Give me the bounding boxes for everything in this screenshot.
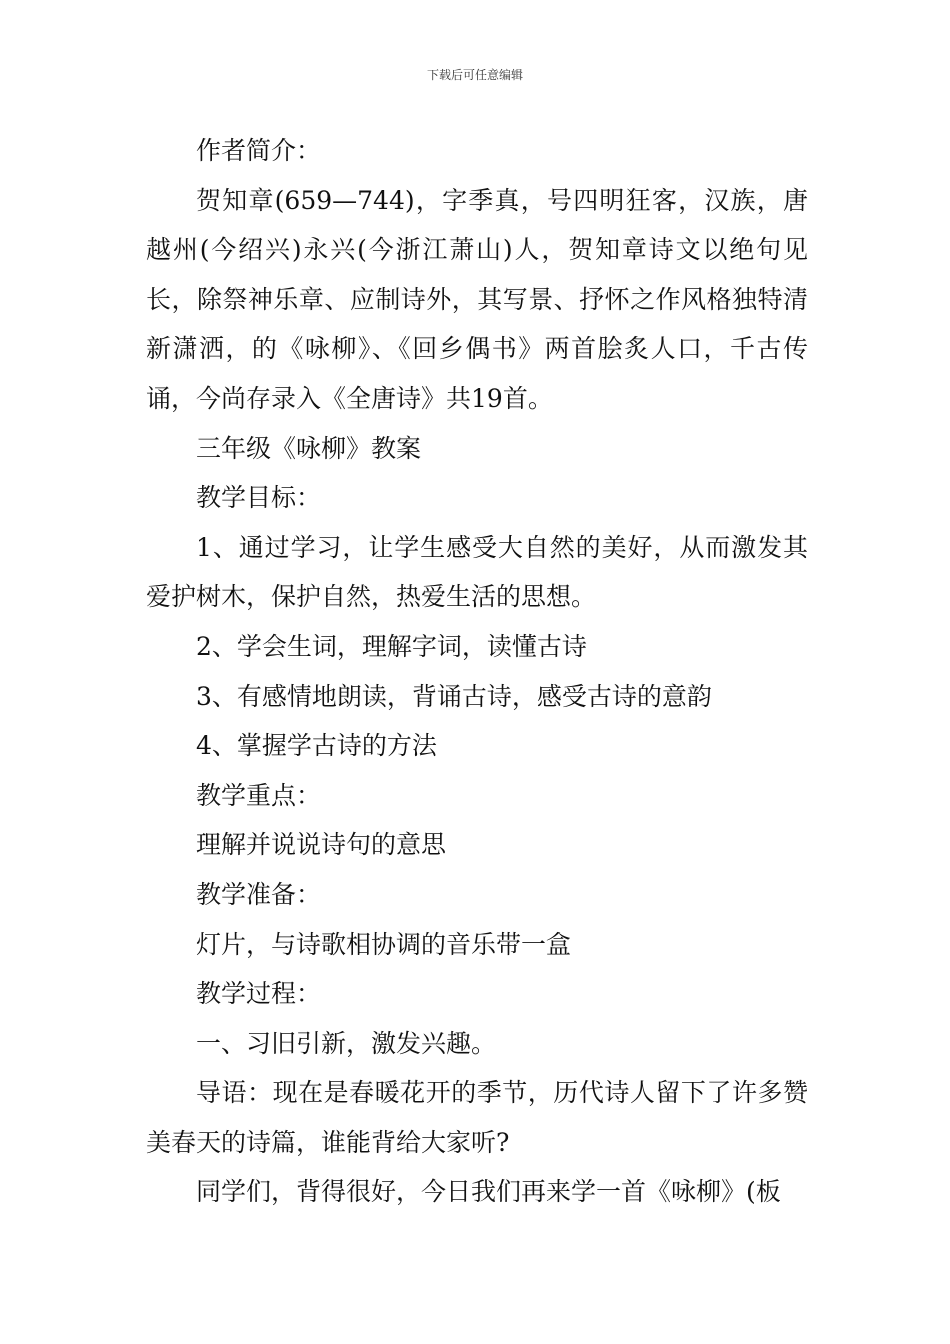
lesson-title: 三年级《咏柳》教案	[196, 433, 422, 463]
paragraph-author-bio: 贺知章(659—744)，字季真，号四明狂客，汉族，唐越州(今绍兴)永兴(今浙江萧山)人，贺知章诗文以绝句见长，除祭神乐章、应制诗外，其写景、抒怀之作风格独特清新潇洒，的《咏柳》、《回乡偶书》两首脍炙人口，千古传诵，今尚存录入《全唐诗》共19首。	[146, 185, 808, 413]
section-heading-process: 教学过程：	[196, 979, 322, 1009]
process-step-1: 一、习旧引新，激发兴趣。	[196, 1028, 497, 1058]
goal-item-2: 2、学会生词，理解字词，读懂古诗	[196, 631, 587, 661]
page-header: 下载后可任意编辑	[426, 68, 523, 82]
goal-item-4: 4、掌握学古诗的方法	[196, 731, 437, 761]
section-heading-goals: 教学目标：	[196, 483, 322, 513]
paragraph-continuation: 同学们，背得很好，今日我们再来学一首《咏柳》(板	[196, 1177, 781, 1207]
section-heading-preparation: 教学准备：	[196, 879, 322, 909]
goal-item-1: 1、通过学习，让学生感受大自然的美好，从而激发其爱护树木，保护自然，热爱生活的思想。	[146, 532, 808, 612]
document-body	[146, 126, 808, 1217]
key-point-text: 理解并说说诗句的意思	[196, 830, 447, 860]
section-heading-key-points: 教学重点：	[196, 780, 322, 810]
paragraph-intro: 导语：现在是春暖花开的季节，历代诗人留下了许多赞美春天的诗篇，谁能背给大家听?	[146, 1078, 808, 1157]
preparation-text: 灯片，与诗歌相协调的音乐带一盒	[196, 929, 572, 959]
section-heading-author: 作者简介：	[196, 136, 322, 165]
goal-item-3: 3、有感情地朗读，背诵古诗，感受古诗的意韵	[196, 681, 712, 711]
